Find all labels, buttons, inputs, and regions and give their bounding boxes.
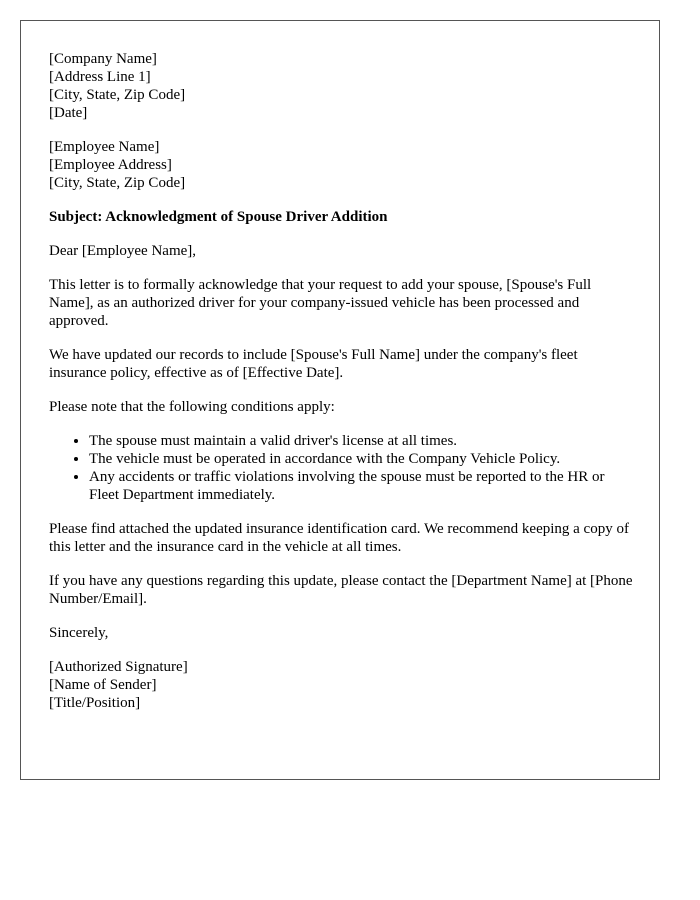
closing: Sincerely, [49, 625, 109, 641]
letter-date: [Date] [49, 105, 88, 121]
sender-city-state-zip: [City, State, Zip Code] [49, 87, 186, 103]
signature-block [49, 658, 634, 712]
sender-address-line: [Address Line 1] [49, 69, 151, 85]
sender-title: [Title/Position] [49, 695, 141, 711]
attachment-paragraph: Please find attached the updated insurance identification card. We recommend keeping a copy of this letter and the insurance card in the vehicle at all times. [49, 521, 629, 555]
intro-paragraph: This letter is to formally acknowledge that your request to add your spouse, [Spouse's Full Name], as an authorized driver for your company-issued vehicle has been processed and approved. [49, 277, 592, 329]
condition-item: • The vehicle must be operated in accordance with the Company Vehicle Policy. [89, 450, 634, 468]
letter-subject: Subject: Acknowledgment of Spouse Driver Addition [49, 209, 388, 225]
sender-name: [Name of Sender] [49, 677, 157, 693]
recipient-name: [Employee Name] [49, 139, 160, 155]
condition-item: • Any accidents or traffic violations involving the spouse must be reported to the HR or Fleet Department immediately. [89, 468, 634, 504]
company-name: [Company Name] [49, 51, 157, 67]
letter-document [20, 20, 660, 780]
salutation: Dear [Employee Name], [49, 243, 197, 259]
sender-address-block [49, 50, 634, 122]
conditions-intro-paragraph: Please note that the following conditions apply: [49, 399, 335, 415]
recipient-address-block [49, 138, 634, 192]
authorized-signature: [Authorized Signature] [49, 659, 188, 675]
conditions-list [49, 432, 634, 504]
letter-body [49, 50, 634, 712]
contact-paragraph: If you have any questions regarding this update, please contact the [Department Name] at [Phone Number/Email]. [49, 573, 633, 607]
recipient-city-state-zip: [City, State, Zip Code] [49, 175, 186, 191]
recipient-address: [Employee Address] [49, 157, 172, 173]
records-paragraph: We have updated our records to include [Spouse's Full Name] under the company's fleet insurance policy, effective as of [Effective Date]. [49, 347, 578, 381]
condition-item: • The spouse must maintain a valid driver's license at all times. [89, 432, 634, 450]
